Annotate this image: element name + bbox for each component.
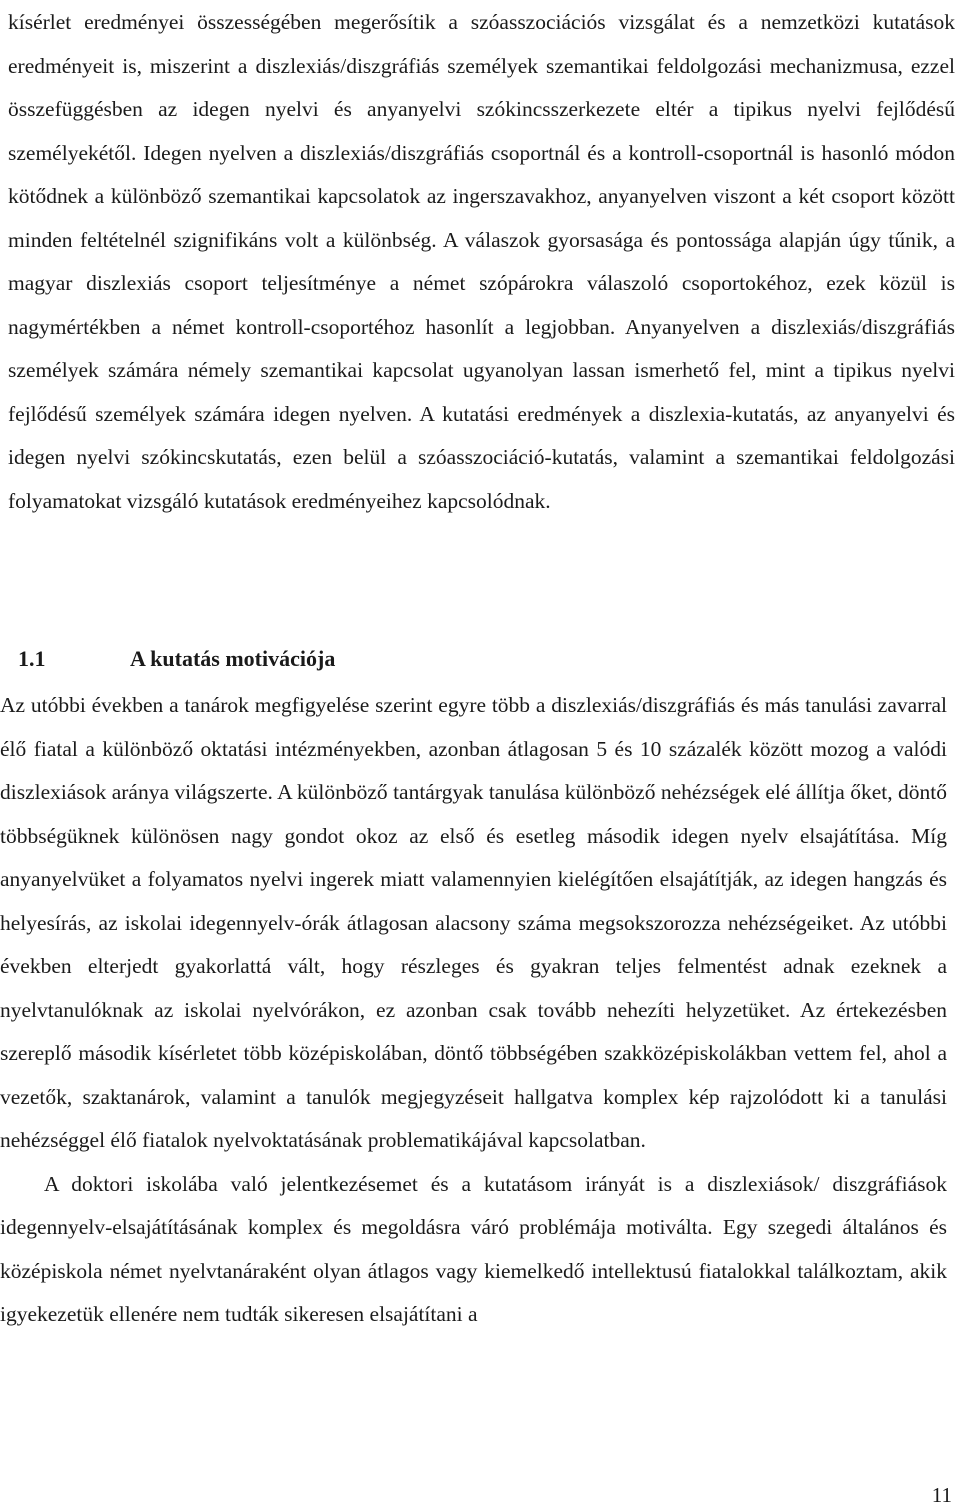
paragraph-conclusion: kísérlet eredményei összességében megerősítik a szóasszociációs vizsgálat és a nemzetközi kutatások eredményeit is, miszerint a diszlexiás/diszgráfiás személyek szemantikai feldolgozási mechanizmusa, ezzel összefüggésben az idegen nyelvi és anyanyelvi szókincsszerkezete eltér a tipikus nyelvi fejlődésű személyekétől. Idegen nyelven a diszlexiás/diszgráfiás csoportnál és a kontroll-csoportnál is hasonló módon kötődnek a különböző szemantikai kapcsolatok az ingerszavakhoz, anyanyelven viszont a két csoport között minden feltételnél szignifikáns volt a különbség. A válaszok gyorsasága és pontossága alapján úgy tűnik, a magyar diszlexiás csoport teljesítménye a német szópárokra válaszoló csoportokéhoz, ezek közül is nagymértékben a német kontroll-csoportéhoz hasonlít a legjobban. Anyanyelven a diszlexiás/diszgráfiás személyek számára némely szemantikai kapcsolat ugyanolyan lassan ismerhető fel, mint a tipikus nyelvi fejlődésű személyek számára idegen nyelven. A kutatási eredmények a diszlexia-kutatás, az anyanyelvi és idegen nyelvi szókincskutatás, ezen belül a szóasszociáció-kutatás, valamint a szemantikai feldolgozási folyamatokat vizsgáló kutatások eredményeihez kapcsolódnak.	[8, 10, 955, 513]
section-number: 1.1	[18, 646, 46, 671]
section-heading	[0, 637, 947, 681]
page-number: 11	[931, 1483, 952, 1507]
document-page	[8, 0, 955, 523]
paragraph-motivation: Az utóbbi években a tanárok megfigyelése szerint egyre több a diszlexiás/diszgráfiás és más tanulási zavarral élő fiatal a különböző oktatási intézményekben, azonban átlagosan 5 és 10 százalék között mozog a valódi diszlexiások aránya világszerte. A különböző tantárgyak tanulása különböző nehézségek elé állítja őket, döntő többségüknek különösen nagy gondot okoz az első és esetleg második idegen nyelv elsajátítása. Míg anyanyelvüket a folyamatos nyelvi ingerek miatt valamennyien kielégítően elsajátítják, az idegen hangzás és helyesírás, az iskolai idegennyelv-órák átlagosan alacsony száma megsokszorozza nehézségeiket. Az utóbbi években elterjedt gyakorlattá vált, hogy részleges és gyakran teljes felmentést adnak ezeknek a nyelvtanulóknak az iskolai nyelvórákon, ez azonban csak tovább nehezíti helyzetüket. Az értekezésben szereplő második kísérletet több középiskolában, döntő többségében szakközépiskolákban vettem fel, ahol a vezetők, szaktanárok, valamint a tanulók megjegyzéseit hallgatva komplex kép rajzolódott ki a tanulási nehézséggel élő fiatalok nyelvoktatásának problematikájával kapcsolatban.	[0, 693, 947, 1152]
paragraph-doctoral-school: A doktori iskolába való jelentkezésemet és a kutatásom irányát is a diszlexiások/ diszgráfiások idegennyelv-elsajátításának komplex és megoldásra váró problémája motiválta. Egy szegedi általános és középiskola német nyelvtanáraként olyan átlagos vagy kiemelkedő intellektusú fiatalokkal találkoztam, akik igyekezetük ellenére nem tudták sikeresen elsajátítani a	[0, 1171, 947, 1326]
section-body	[0, 684, 947, 1337]
section-title: A kutatás motivációja	[130, 646, 336, 671]
